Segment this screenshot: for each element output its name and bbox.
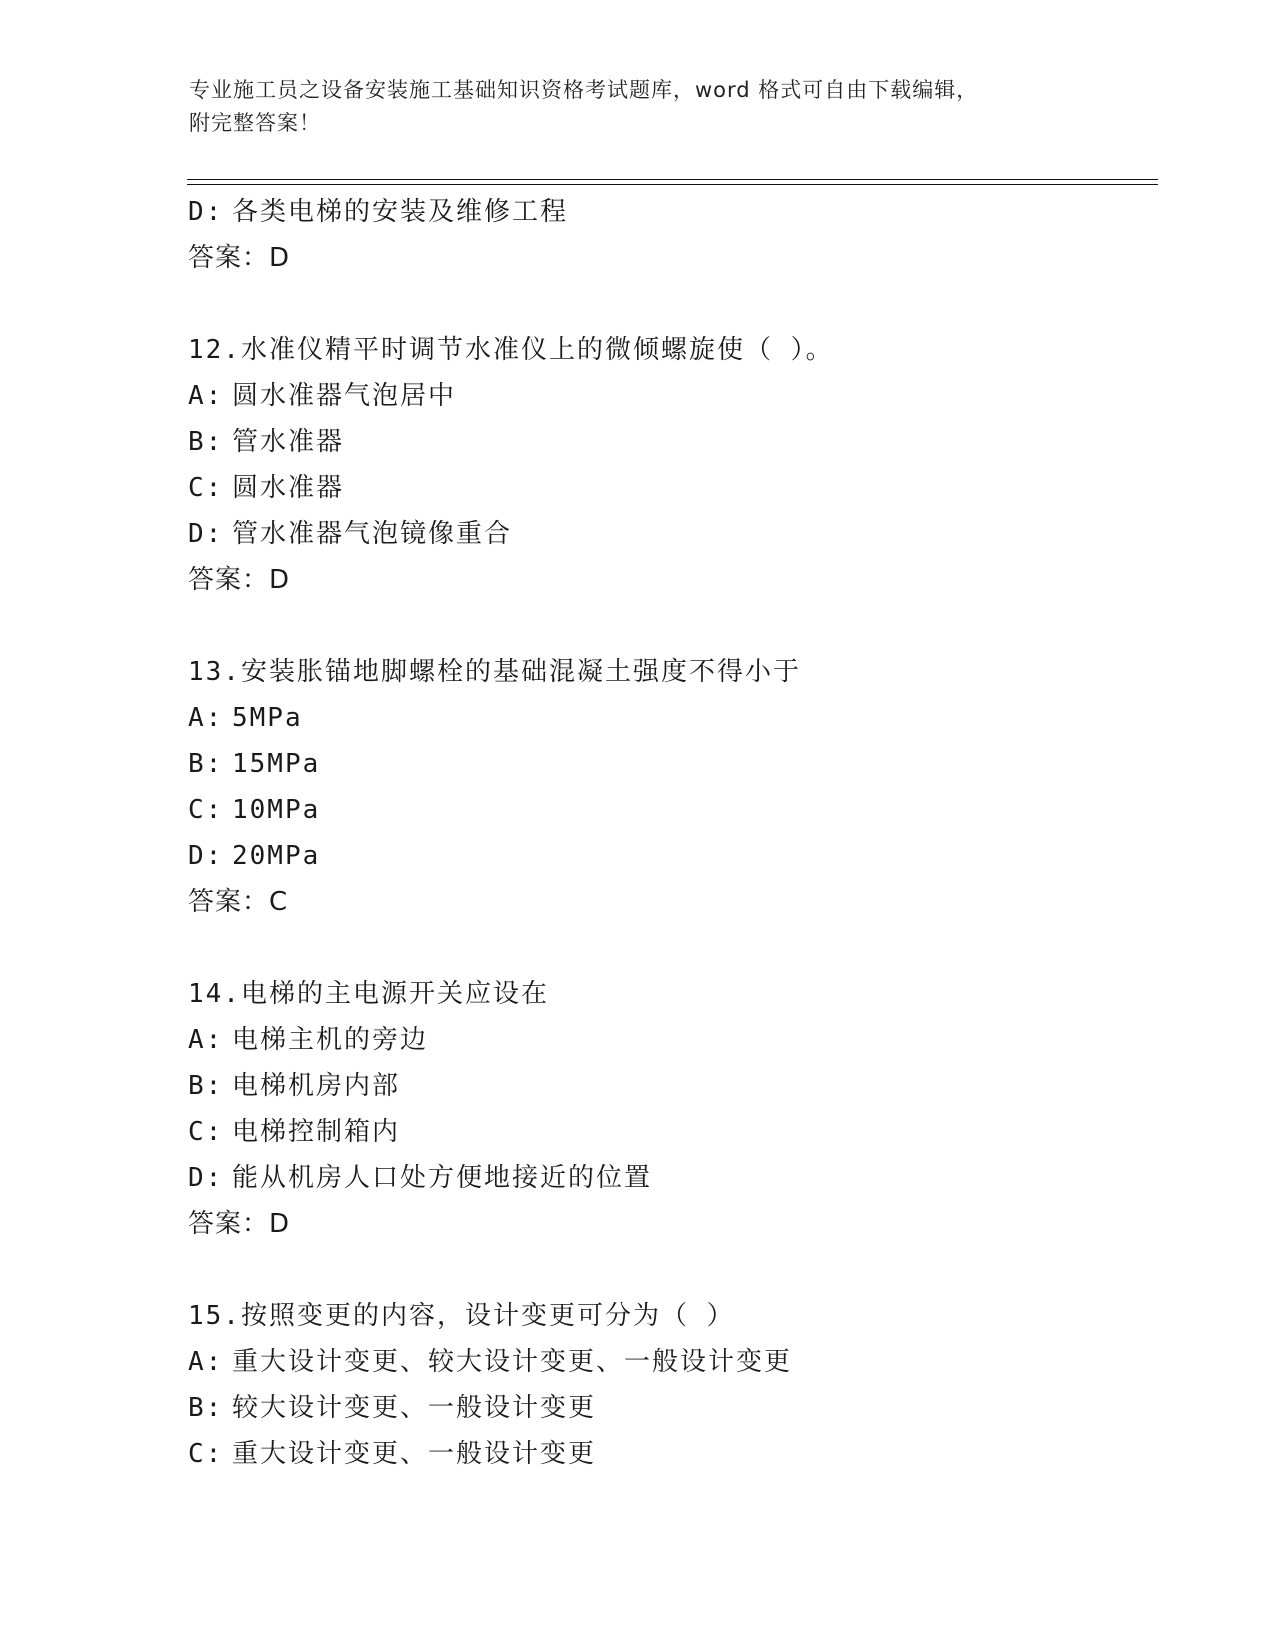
- question-stem: 13.安装胀锚地脚螺栓的基础混凝土强度不得小于: [188, 657, 801, 687]
- option-text: 10MPa: [232, 795, 321, 825]
- option-b: [188, 741, 1158, 787]
- option-label: B:: [188, 1071, 224, 1101]
- option-text: 5MPa: [232, 703, 303, 733]
- option-text: 管水准器: [232, 427, 345, 457]
- option-a: [188, 373, 1158, 419]
- option-label: C:: [188, 1117, 224, 1147]
- option-text: 管水准器气泡镜像重合: [232, 519, 513, 549]
- option-b: [188, 1063, 1158, 1109]
- option-b: [188, 419, 1158, 465]
- option-text: 较大设计变更、一般设计变更: [232, 1393, 597, 1423]
- option-label: D:: [188, 519, 224, 549]
- answer-line: 答案：C: [188, 887, 289, 917]
- question-list: [188, 189, 1158, 1477]
- header-title-line-1: 专业施工员之设备安装施工基础知识资格考试题库，word 格式可自由下载编辑，: [189, 78, 979, 102]
- spacer: [188, 1247, 1158, 1293]
- option-label: A:: [188, 703, 224, 733]
- answer-line: 答案：D: [188, 1209, 291, 1239]
- option-label: C:: [188, 473, 224, 503]
- option-text: 各类电梯的安装及维修工程: [232, 197, 569, 227]
- option-label: B:: [188, 749, 224, 779]
- option-text: 15MPa: [232, 749, 321, 779]
- option-text: 圆水准器气泡居中: [232, 381, 457, 411]
- option-a: [188, 1339, 1158, 1385]
- option-text: 圆水准器: [232, 473, 345, 503]
- option-d: [188, 1155, 1158, 1201]
- header-divider-bottom: [187, 184, 1158, 185]
- option-d: [188, 189, 1158, 235]
- spacer: [188, 603, 1158, 649]
- option-text: 20MPa: [232, 841, 321, 871]
- option-c: [188, 465, 1158, 511]
- option-text: 重大设计变更、一般设计变更: [232, 1439, 597, 1469]
- option-a: [188, 1017, 1158, 1063]
- option-label: C:: [188, 1439, 224, 1469]
- option-label: D:: [188, 841, 224, 871]
- answer-line: 答案：D: [188, 243, 291, 273]
- question-stem: 15.按照变更的内容，设计变更可分为（ ）: [188, 1301, 735, 1331]
- question-stem: 14.电梯的主电源开关应设在: [188, 979, 549, 1009]
- header-title-line-2: 附完整答案！: [189, 111, 321, 135]
- document-header: [189, 74, 1089, 140]
- option-label: C:: [188, 795, 224, 825]
- option-text: 电梯机房内部: [232, 1071, 401, 1101]
- option-d: [188, 833, 1158, 879]
- option-text: 电梯主机的旁边: [232, 1025, 429, 1055]
- option-text: 电梯控制箱内: [232, 1117, 401, 1147]
- option-b: [188, 1385, 1158, 1431]
- spacer: [188, 281, 1158, 327]
- option-label: B:: [188, 427, 224, 457]
- option-label: B:: [188, 1393, 224, 1423]
- option-label: A:: [188, 1347, 224, 1377]
- header-divider-top: [187, 179, 1158, 180]
- option-label: D:: [188, 1163, 224, 1193]
- option-label: A:: [188, 381, 224, 411]
- option-label: D:: [188, 197, 224, 227]
- answer-line: 答案：D: [188, 565, 291, 595]
- option-a: [188, 695, 1158, 741]
- option-d: [188, 511, 1158, 557]
- option-c: [188, 1431, 1158, 1477]
- question-stem: 12.水准仪精平时调节水准仪上的微倾螺旋使（ ）。: [188, 335, 834, 365]
- option-text: 重大设计变更、较大设计变更、一般设计变更: [232, 1347, 793, 1377]
- option-text: 能从机房人口处方便地接近的位置: [232, 1163, 653, 1193]
- option-c: [188, 1109, 1158, 1155]
- spacer: [188, 925, 1158, 971]
- option-c: [188, 787, 1158, 833]
- option-label: A:: [188, 1025, 224, 1055]
